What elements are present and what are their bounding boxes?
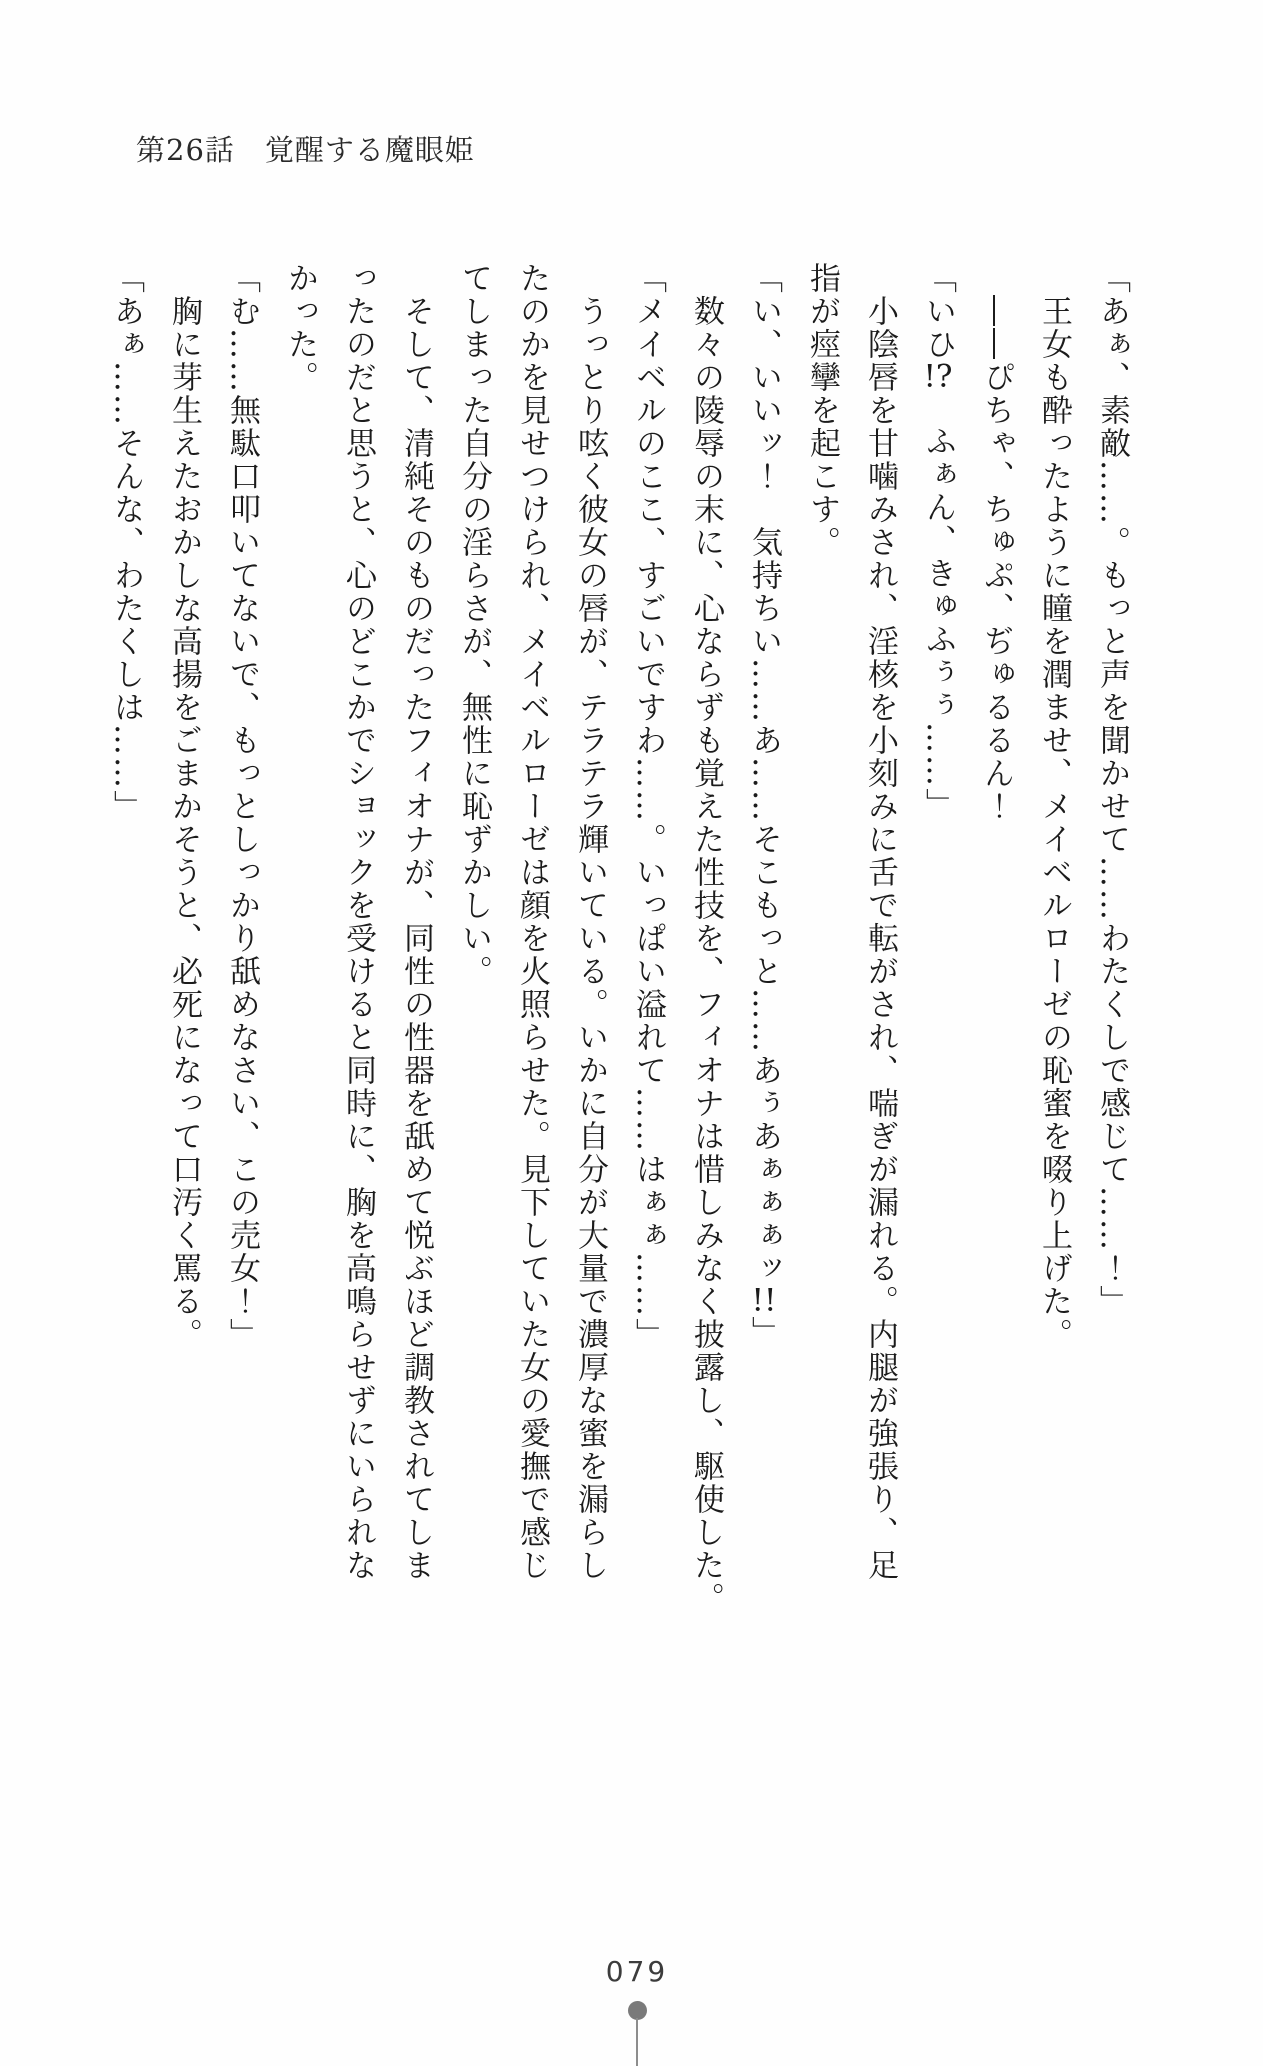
text-column: てしまった自分の淫らさが、無性に恥ずかしい。 [456, 262, 492, 988]
text-column: たのかを見せつけられ、メイベルローゼは顔を火照らせた。見下していた女の愛撫で感じ [514, 262, 550, 1582]
text-column: 「い、いいッ！ 気持ちい……あ……そこもっと……あぅあぁぁぁッ!!」 [746, 262, 782, 1349]
text-column: ――ぴちゃ、ちゅぷ、ぢゅるるん！ [978, 295, 1014, 823]
tatechuyoko: !! [751, 1285, 777, 1316]
tatechuyoko: !? [923, 361, 953, 392]
text-column: うっとり呟く彼女の唇が、テラテラ輝いている。いかに自分が大量で濃厚な蜜を漏らし [572, 295, 608, 1582]
page-footer [0, 1940, 1263, 2066]
text-column: 「む……無駄口叩いてないで、もっとしっかり舐めなさい、この売女！」 [224, 262, 260, 1351]
text-column: かった。 [282, 262, 318, 394]
vertical-text-block [97, 262, 1141, 1662]
chapter-title: 第26話 覚醒する魔眼姫 [136, 133, 475, 167]
footer-line-ornament [636, 2018, 638, 2066]
text-column: 「いひ!? ふぁん、きゅふぅぅ……」 [920, 262, 956, 821]
text-column: 胸に芽生えたおかしな高揚をごまかそうと、必死になって口汚く罵る。 [166, 295, 202, 1351]
text-column: そして、清純そのものだったフィオナが、同性の性器を舐めて悦ぶほど調教されてしま [398, 295, 434, 1582]
page-number: 079 [605, 1955, 669, 1988]
text-column: 「あぁ……そんな、わたくしは……」 [108, 262, 144, 823]
text-column: 「あぁ、素敵……。もっと声を聞かせて……わたくしで感じて……！」 [1094, 262, 1130, 1318]
text-column: 数々の陵辱の末に、心ならずも覚えた性技を、フィオナは惜しみなく披露し、駆使した。 [688, 295, 724, 1615]
text-column: 「メイベルのここ、すごいですわ……。いっぱい溢れて……はぁぁ……」 [630, 262, 666, 1351]
text-column: 指が痙攣を起こす。 [804, 262, 840, 559]
text-column: 小陰唇を甘噛みされ、淫核を小刻みに舌で転がされ、喘ぎが漏れる。内腿が強張り、足 [862, 295, 898, 1582]
text-column: ったのだと思うと、心のどこかでショックを受けると同時に、胸を高鳴らせずにいられな [340, 262, 376, 1582]
text-column: 王女も酔ったように瞳を潤ませ、メイベルローゼの恥蜜を啜り上げた。 [1036, 295, 1072, 1351]
